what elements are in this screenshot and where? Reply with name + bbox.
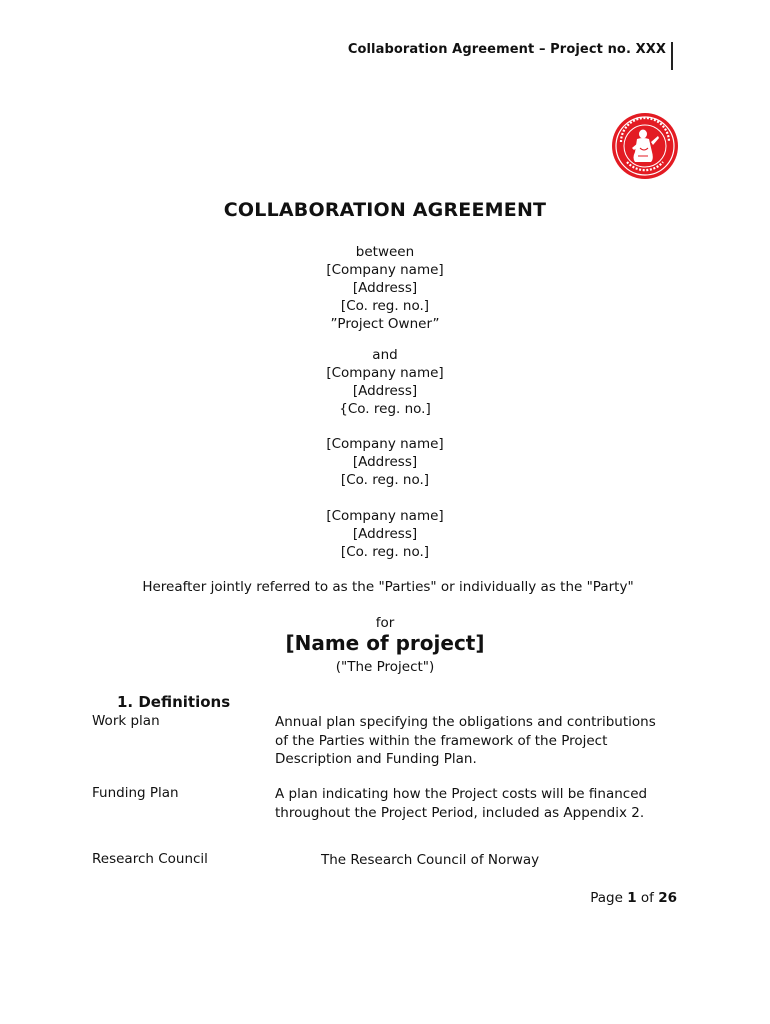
between-label: between bbox=[355, 244, 415, 260]
definition-line: The Research Council of Norway bbox=[321, 852, 540, 868]
party-owner-reg-no: [Co. reg. no.] bbox=[340, 298, 430, 314]
party-3-block bbox=[0, 435, 770, 489]
and-label: and bbox=[372, 347, 398, 363]
parties-statement: Hereafter jointly referred to as the "Parties" or individually as the "Party" bbox=[142, 579, 634, 595]
party-4-address: [Address] bbox=[352, 526, 418, 542]
party-3-name: [Company name] bbox=[326, 436, 444, 452]
party-owner-address: [Address] bbox=[352, 280, 418, 296]
definition-line: Description and Funding Plan. bbox=[275, 751, 477, 767]
definition-term-work-plan: Work plan bbox=[92, 713, 160, 729]
party-4-block bbox=[0, 507, 770, 561]
definition-line: throughout the Project Period, included as Appendix 2. bbox=[275, 804, 645, 821]
party-2-address: [Address] bbox=[352, 383, 418, 399]
party-4-reg-no: [Co. reg. no.] bbox=[340, 544, 430, 560]
page-label: Page bbox=[590, 890, 623, 906]
definition-line: A plan indicating how the Project costs will be financed bbox=[275, 786, 648, 802]
party-2-name: [Company name] bbox=[326, 365, 444, 381]
party-2-block bbox=[0, 346, 770, 418]
university-seal-icon bbox=[607, 112, 683, 180]
header-divider bbox=[671, 42, 673, 70]
page-number bbox=[590, 890, 677, 906]
project-alias: ("The Project") bbox=[335, 659, 435, 675]
party-4-name: [Company name] bbox=[326, 508, 444, 524]
party-owner-role: ”Project Owner” bbox=[330, 316, 440, 332]
header-title: Collaboration Agreement – Project no. XXX bbox=[347, 42, 666, 57]
definition-desc-research-council bbox=[321, 851, 741, 870]
of-label: of bbox=[640, 890, 654, 906]
project-name: [Name of project] bbox=[285, 631, 485, 655]
party-owner-block bbox=[0, 243, 770, 333]
party-owner-name: [Company name] bbox=[326, 262, 444, 278]
for-label: for bbox=[375, 615, 395, 631]
party-3-address: [Address] bbox=[352, 454, 418, 470]
definition-line: of the Parties within the framework of the Project bbox=[275, 732, 608, 749]
page-total: 26 bbox=[658, 890, 677, 906]
party-2-reg-no: {Co. reg. no.] bbox=[339, 401, 431, 417]
definition-desc-funding-plan bbox=[275, 785, 695, 822]
page-current: 1 bbox=[627, 890, 637, 906]
definition-term-research-council: Research Council bbox=[92, 851, 208, 867]
party-3-reg-no: [Co. reg. no.] bbox=[340, 472, 430, 488]
definition-line: Annual plan specifying the obligations and contributions bbox=[275, 714, 656, 730]
definition-term-funding-plan: Funding Plan bbox=[92, 785, 179, 801]
definition-desc-work-plan bbox=[275, 713, 695, 769]
definitions-heading: 1. Definitions bbox=[117, 693, 231, 711]
document-title: COLLABORATION AGREEMENT bbox=[223, 199, 547, 221]
